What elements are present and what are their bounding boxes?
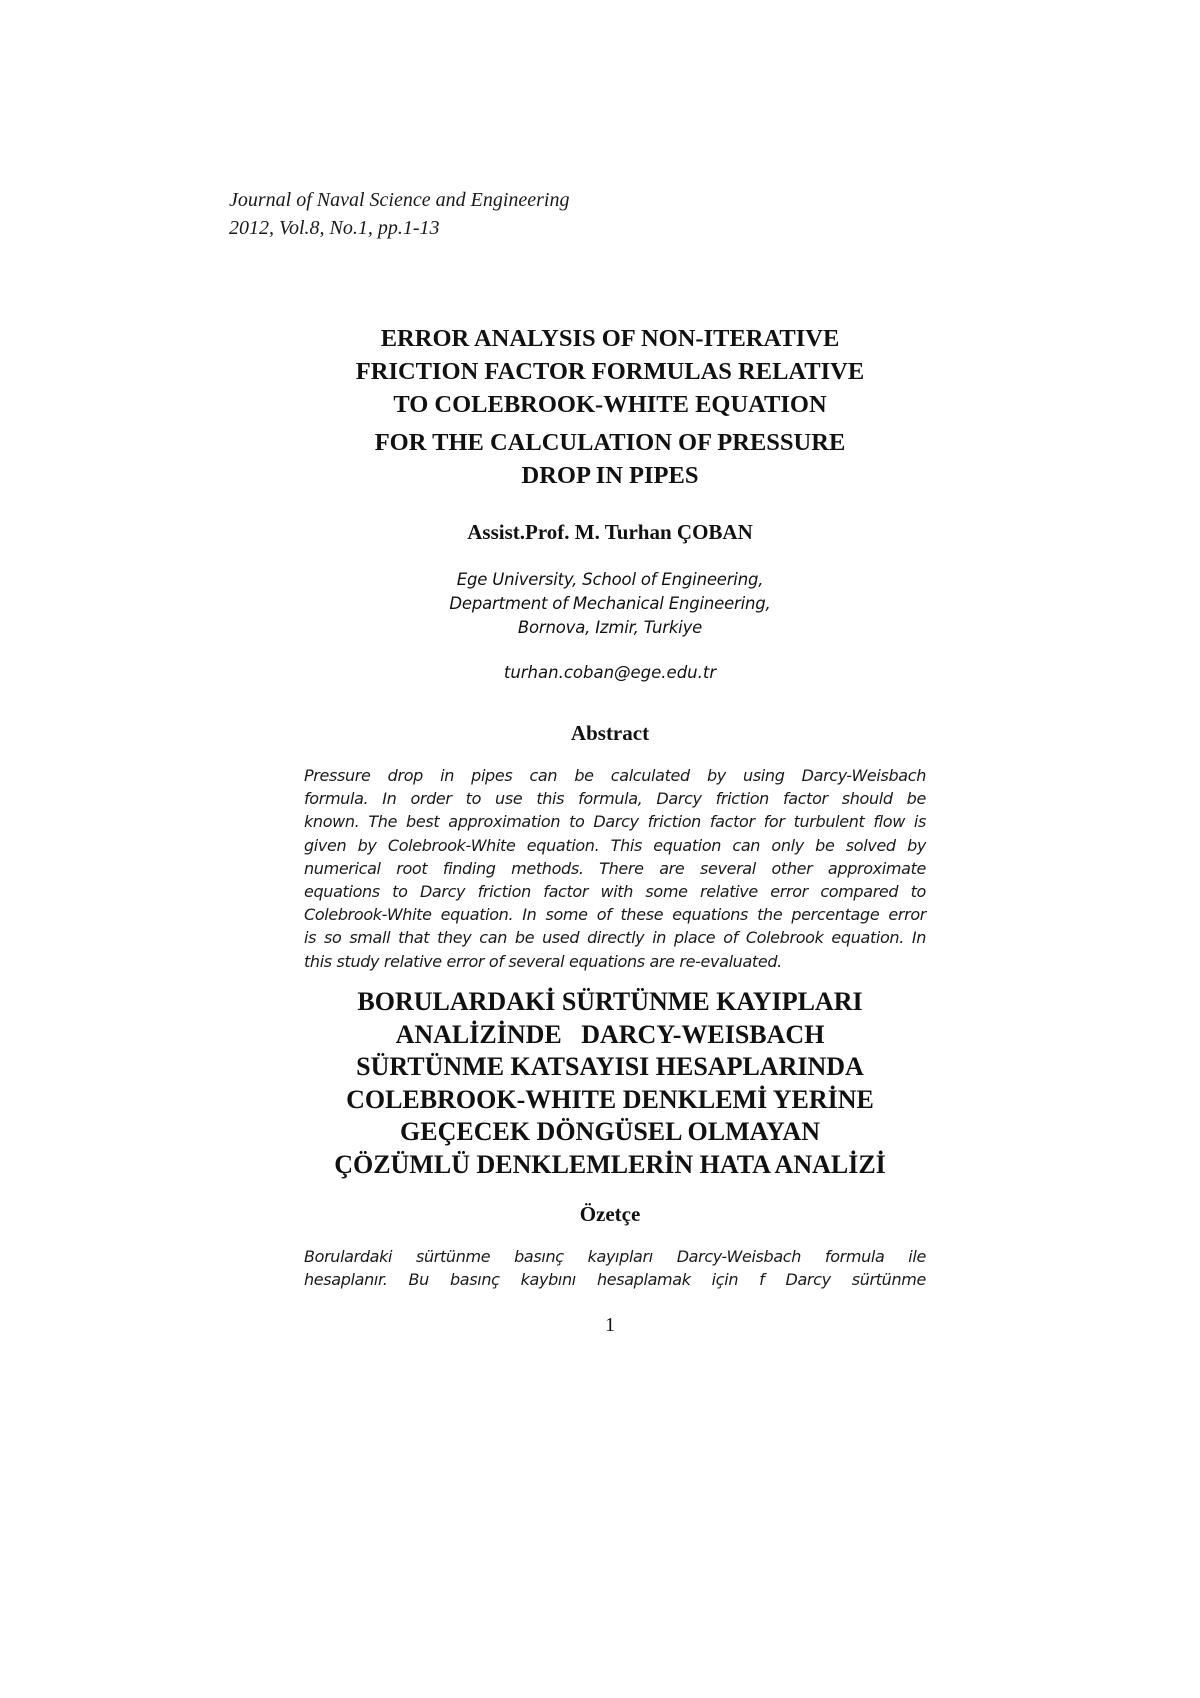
abstract-heading: Abstract bbox=[570, 721, 650, 745]
journal-name: Journal of Naval Science and Engineering bbox=[229, 189, 570, 211]
title-line: DROP IN PIPES bbox=[521, 462, 699, 489]
title-line: TO COLEBROOK-WHITE EQUATION bbox=[393, 391, 827, 418]
title-line: ÇÖZÜMLÜ DENKLEMLERİN HATA ANALİZİ bbox=[334, 1149, 886, 1179]
abstract-line: is so small that they can be used directly in place of Colebrook equation. In bbox=[304, 928, 926, 948]
ozet-heading: Özetçe bbox=[579, 1202, 641, 1226]
abstract-line: Colebrook-White equation. In some of these equations the percentage error bbox=[304, 905, 926, 925]
ozet-body bbox=[304, 1245, 926, 1291]
title-line: ERROR ANALYSIS OF NON-ITERATIVE bbox=[380, 325, 840, 352]
abstract-line: formula. In order to use this formula, Darcy friction factor should be bbox=[304, 789, 926, 809]
journal-citation: 2012, Vol.8, No.1, pp.1-13 bbox=[229, 217, 440, 239]
abstract-line: numerical root finding methods. There are several other approximate bbox=[304, 858, 926, 878]
title-line: FRICTION FACTOR FORMULAS RELATIVE bbox=[355, 358, 865, 385]
journal-header bbox=[229, 186, 569, 242]
page-number: 1 bbox=[605, 1314, 615, 1336]
ozet-line: Borulardaki sürtünme basınç kayıpları Darcy-Weisbach formula ile bbox=[304, 1247, 926, 1266]
affiliation-line: Ege University, School of Engineering, bbox=[456, 570, 764, 589]
abstract-line: known. The best approximation to Darcy friction factor for turbulent flow is bbox=[304, 812, 926, 832]
abstract-line: Pressure drop in pipes can be calculated by using Darcy-Weisbach bbox=[304, 766, 926, 785]
paper-title-english bbox=[300, 322, 920, 492]
title-line: BORULARDAKİ SÜRTÜNME KAYIPLARI bbox=[357, 987, 863, 1016]
title-line: GEÇECEK DÖNGÜSEL OLMAYAN bbox=[400, 1117, 820, 1146]
ozet-line: hesaplanır. Bu basınç kaybını hesaplamak için f Darcy sürtünme bbox=[304, 1270, 926, 1290]
title-line: SÜRTÜNME KATSAYISI HESAPLARINDA bbox=[356, 1052, 864, 1081]
paper-title-turkish bbox=[300, 986, 920, 1181]
title-line: ANALİZİNDE DARCY-WEISBACH bbox=[395, 1019, 825, 1049]
affiliation-line: Department of Mechanical Engineering, bbox=[449, 594, 771, 613]
author-email: turhan.coban@ege.edu.tr bbox=[503, 663, 717, 682]
abstract-line: equations to Darcy friction factor with some relative error compared to bbox=[304, 881, 926, 901]
abstract-body bbox=[304, 764, 926, 973]
abstract-line: this study relative error of several equations are re-evaluated. bbox=[304, 951, 782, 971]
title-line: COLEBROOK-WHITE DENKLEMİ YERİNE bbox=[346, 1084, 874, 1114]
title-line: FOR THE CALCULATION OF PRESSURE bbox=[374, 429, 846, 456]
author-affiliation bbox=[300, 568, 920, 640]
affiliation-line: Bornova, Izmir, Turkiye bbox=[517, 618, 703, 637]
abstract-line: given by Colebrook-White equation. This equation can only be solved by bbox=[304, 835, 926, 855]
author-name: Assist.Prof. M. Turhan ÇOBAN bbox=[467, 520, 753, 544]
